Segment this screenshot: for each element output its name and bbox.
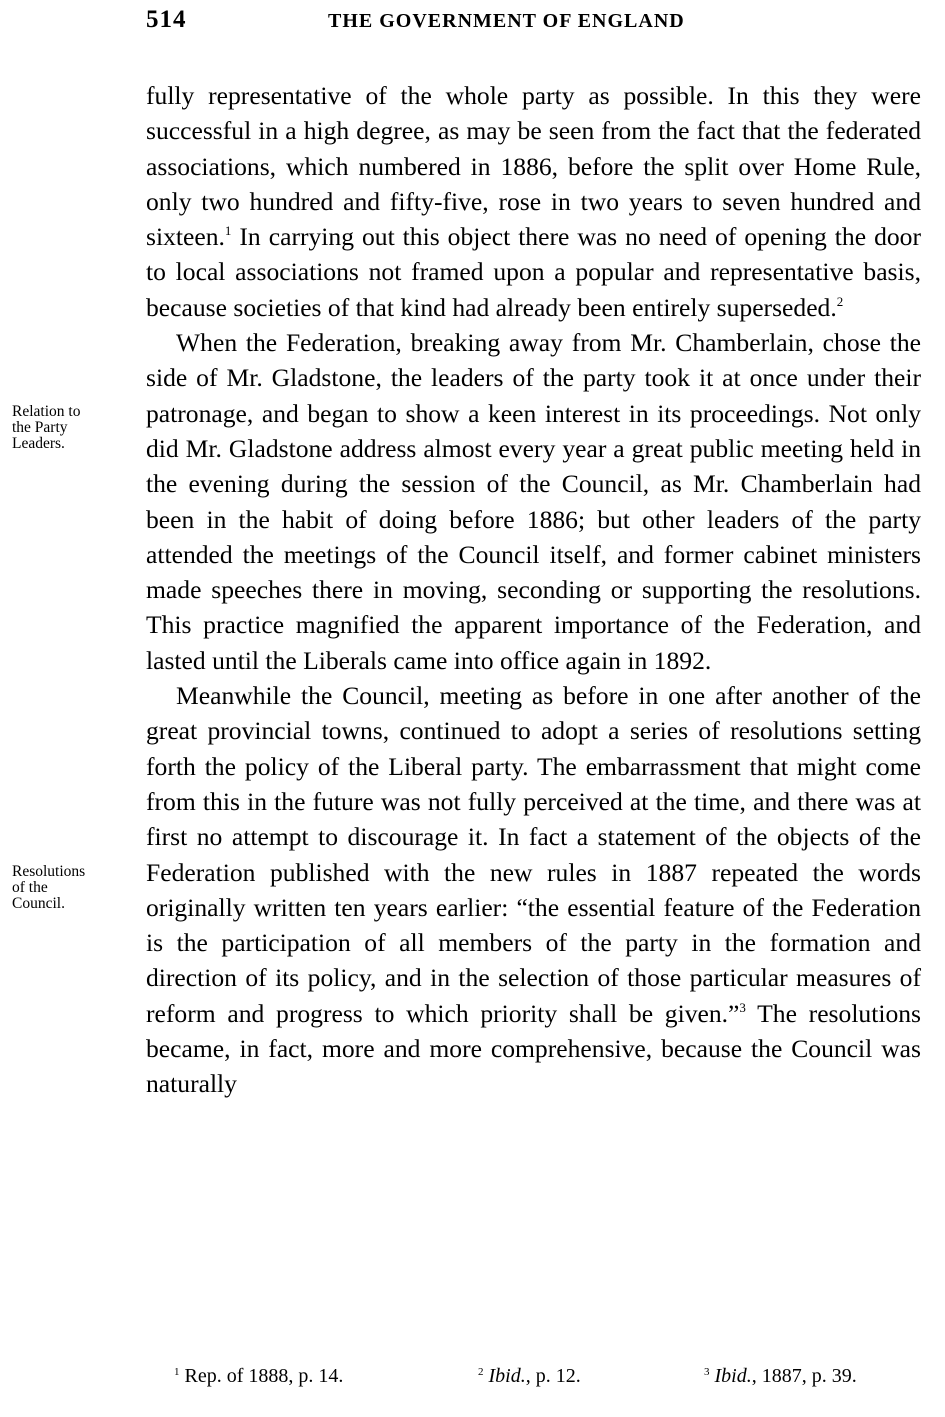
running-title: THE GOVERNMENT OF ENGLAND: [328, 10, 685, 32]
footnote-3-marker: 3: [704, 1366, 710, 1378]
footnote-3: [704, 1365, 857, 1388]
paragraph-3-text-b: The resolutions became, in fact, more and more comprehensive, because the Council was naturally: [146, 998, 921, 1099]
side-note-line: Council.: [12, 895, 65, 912]
page-number: 514: [146, 6, 187, 33]
paragraph-2: When the Federation, breaking away from Mr. Chamberlain, chose the side of Mr. Gladstone, the leaders of the party took it at once under their patronage, and began to show a keen interest in its proceedings. Not only did Mr. Gladstone address almost every year a great public meeting held in the evening during the session of the Council, as Mr. Chamberlain had been in the habit of doing before 1886; but other leaders of the party attended the meetings of the Council itself, and former cabinet ministers made speeches there in moving, seconding or supporting the resolutions. This practice magnified the apparent importance of the Federation, and lasted until the Liberals came into office again in 1892.: [146, 328, 921, 675]
footnote-ref-3: 3: [739, 999, 746, 1015]
footnotes: [0, 1365, 945, 1395]
paragraph-1-text-a: fully representative of the whole party as possible. In this they were successful in a high degree, as may be seen from the fact that the federated associations, which numbered in 1886, before the split over Home Rule, only two hundred and fifty-five, rose in two years to seven hundred and sixteen.: [146, 81, 921, 252]
side-note-line: Resolutions: [12, 863, 86, 880]
footnote-2-text: , p. 12.: [525, 1365, 581, 1387]
side-note-line: Relation to: [12, 403, 81, 420]
footnote-ref-1: 1: [224, 223, 232, 239]
side-note-relation-to-party-leaders: [12, 404, 136, 452]
paragraph-1: [146, 78, 921, 325]
footnote-3-ibid: Ibid.: [714, 1365, 752, 1387]
footnote-2-ibid: Ibid.: [488, 1365, 526, 1387]
side-note-line: of the: [12, 879, 48, 896]
side-note-line: the Party: [12, 419, 68, 436]
footnote-3-text: , 1887, p. 39.: [751, 1365, 857, 1387]
footnote-2: [478, 1365, 581, 1388]
footnote-1-text: Rep. of 1888, p. 14.: [184, 1365, 344, 1387]
side-note-line: Leaders.: [12, 435, 65, 452]
side-note-resolutions-of-council: [12, 864, 136, 912]
footnote-1: [174, 1365, 343, 1388]
paragraph-1-text-b: In carrying out this object there was no need of opening the door to local associations not framed upon a popular and representative basis, because societies of that kind had already been entirely superseded.: [146, 222, 921, 322]
footnote-1-marker: 1: [174, 1366, 180, 1378]
paragraph-3-text-a: Meanwhile the Council, meeting as before in one after another of the great provincial towns, continued to adopt a series of resolutions setting forth the policy of the Liberal party. The embarrassment that might come from this in the future was not fully perceived at the time, and there was at first no attempt to discourage it. In fact a statement of the objects of the Federation published with the new rules in 1887 repeated the words originally written ten years earlier: “the essential feature of the Federation is the participation of all members of the party in the formation and direction of its policy, and in the selection of those particular measures of reform and progress to which priority shall be given.”: [146, 681, 921, 1028]
body-text: [146, 78, 921, 1102]
paragraph-3: [146, 678, 921, 1102]
footnote-2-marker: 2: [478, 1366, 484, 1378]
footnote-ref-2: 2: [836, 293, 844, 309]
